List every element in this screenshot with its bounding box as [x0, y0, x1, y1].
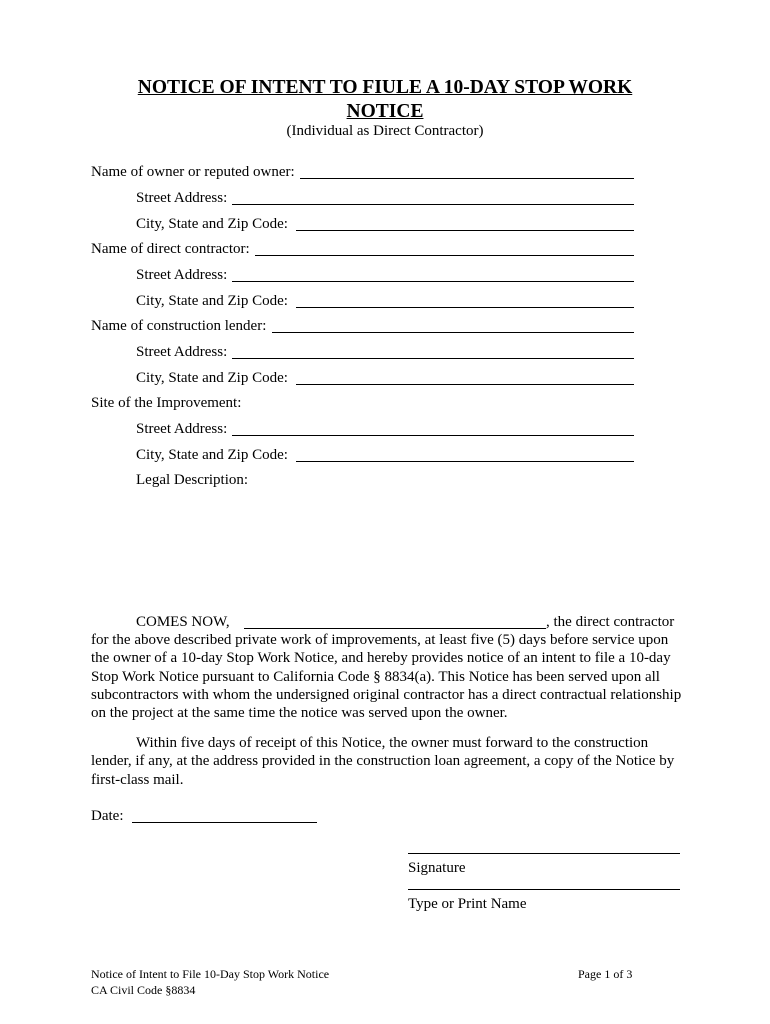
signature-line[interactable]	[408, 853, 680, 854]
legal-description-area[interactable]	[136, 494, 636, 594]
owner-city-field[interactable]	[296, 214, 634, 231]
comes-now-suffix: , the direct contractor	[546, 614, 675, 630]
date-label: Date:	[91, 808, 124, 824]
contractor-city-row	[136, 291, 636, 311]
owner-street-label: Street Address:	[136, 190, 228, 206]
lender-street-row	[136, 342, 636, 362]
contractor-street-row	[136, 265, 636, 285]
lender-name-label: Name of construction lender:	[91, 318, 267, 334]
lender-name-row	[91, 316, 636, 336]
comes-now-row	[136, 612, 686, 632]
contractor-signature-name-field[interactable]	[244, 612, 546, 629]
contractor-name-row	[91, 239, 636, 259]
owner-name-field[interactable]	[300, 162, 634, 179]
owner-street-row	[136, 188, 636, 208]
site-street-label: Street Address:	[136, 421, 228, 437]
comes-now-label: COMES NOW,	[136, 614, 230, 630]
notice-paragraph-1: for the above described private work of improvements, at least five (5) days before service upon the owner of a 10-day Stop Work Notice, and hereby provides notice of an intent to file a 10-day Stop Work Notice pursuant to California Code § 8834(a). This Notice has been served upon all subcontractors with whom the undersigned original contractor has a direct contractual relationship on the project at the same time the notice was served upon the owner.	[91, 632, 682, 722]
site-city-label: City, State and Zip Code:	[136, 447, 288, 463]
site-city-field[interactable]	[296, 445, 634, 462]
legal-description-label: Legal Description:	[136, 472, 249, 488]
lender-city-row	[136, 368, 636, 388]
document-title-line2: NOTICE	[346, 101, 424, 122]
footer-code: CA Civil Code §8834	[91, 983, 196, 997]
site-street-row	[136, 419, 636, 439]
owner-name-label: Name of owner or reputed owner:	[91, 164, 295, 180]
print-name-line[interactable]	[408, 889, 680, 890]
contractor-city-field[interactable]	[296, 291, 634, 308]
owner-city-row	[136, 214, 636, 234]
owner-name-row	[91, 162, 636, 182]
contractor-street-field[interactable]	[232, 265, 634, 282]
document-title-line1: NOTICE OF INTENT TO FIULE A 10-DAY STOP WORK	[137, 77, 633, 98]
date-field[interactable]	[132, 806, 317, 823]
lender-street-label: Street Address:	[136, 344, 228, 360]
site-street-field[interactable]	[232, 419, 634, 436]
contractor-name-label: Name of direct contractor:	[91, 241, 250, 257]
lender-name-field[interactable]	[272, 316, 634, 333]
print-name-label: Type or Print Name	[408, 896, 527, 912]
contractor-street-label: Street Address:	[136, 267, 228, 283]
date-row	[91, 806, 321, 826]
signature-label: Signature	[408, 860, 466, 876]
owner-city-label: City, State and Zip Code:	[136, 216, 288, 232]
contractor-name-field[interactable]	[255, 239, 634, 256]
contractor-city-label: City, State and Zip Code:	[136, 293, 288, 309]
notice-paragraph-2: Within five days of receipt of this Notice, the owner must forward to the construction lender, if any, at the address provided in the construction loan agreement, a copy of the Notice by first-class mail.	[91, 735, 675, 788]
owner-street-field[interactable]	[232, 188, 634, 205]
site-city-row	[136, 445, 636, 465]
footer-page-number: Page 1 of 3	[578, 967, 633, 981]
lender-city-field[interactable]	[296, 368, 634, 385]
site-label: Site of the Improvement:	[91, 395, 242, 411]
lender-city-label: City, State and Zip Code:	[136, 370, 288, 386]
document-subtitle: (Individual as Direct Contractor)	[286, 123, 484, 139]
lender-street-field[interactable]	[232, 342, 634, 359]
footer-document-name: Notice of Intent to File 10-Day Stop Work Notice	[91, 967, 330, 981]
